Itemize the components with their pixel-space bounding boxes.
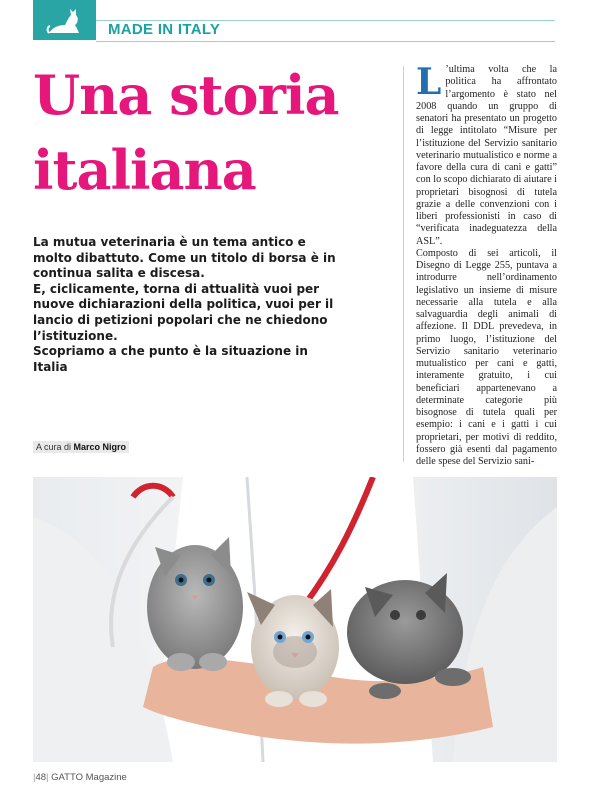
- article-title-line1: Una storia: [33, 63, 339, 127]
- magazine-name: GATTO Magazine: [51, 772, 127, 783]
- credit-author: Marco Nigro: [73, 442, 127, 452]
- drop-cap: L: [416, 61, 442, 103]
- section-logo: [33, 0, 96, 40]
- standfirst: [33, 235, 338, 375]
- body-paragraph-2: Composto di sei articoli, il Disegno di Legge 255, puntava a introdurre nell’ordinamento legislativo un insieme di misure necessarie alla tutela e alla salvaguardia degli animali di affezione. Il DDL prevedeva, in primo luogo, l’istituzione del Servizio sanitario veterinario mutualistico per cani e gatti, interamente gratuito, i cui beneficiari appartenevano a determinate categorie più bisognose di tutela quali per esempio: i cani e i gatti i cui proprietari, per motivi di reddito, fossero già esenti dal pagamento delle spese del Servizio sani-: [416, 247, 557, 467]
- header-rule-bottom: [96, 41, 555, 42]
- body-paragraph-1-text: ’ultima volta che la politica ha affrontato l’argomento è stato nel 2008 quando un gruppo di senatori ha presentato un progetto di legge intitolato “Misure per l’istituzione del Servizio sanitario veterinario mutualistico e norme a favore della cura di cani e gatti” con lo scopo dichiarato di aiutare i proprietari bisognosi di tutela grazie a delle convenzioni con i liberi professionisti in caso di “verificata inadeguatezza della ASL”.: [416, 64, 557, 247]
- standfirst-sentence-1: La mutua veterinaria è un tema antico e molto dibattuto. Come un titolo di borsa è in continua salita e discesa.: [33, 235, 336, 281]
- page-number: 48: [35, 772, 47, 783]
- kittens-vet-illustration: [33, 477, 557, 762]
- column-divider: [403, 66, 404, 462]
- body-paragraph-1: [416, 61, 557, 248]
- body-text-column: [416, 61, 557, 468]
- article-title-line2: italiana: [33, 138, 256, 202]
- page-footer: |48| GATTO Magazine: [33, 772, 127, 783]
- cat-silhouette-icon: [45, 5, 87, 37]
- section-header: [0, 0, 589, 48]
- kittens-photo: [33, 477, 557, 762]
- standfirst-sentence-3: Scopriamo a che punto è la situazione in Italia: [33, 344, 308, 374]
- credit-prefix: A cura di: [36, 442, 72, 452]
- section-title: MADE IN ITALY: [108, 21, 221, 38]
- author-credit: [33, 441, 129, 453]
- standfirst-sentence-2: E, ciclicamente, torna di attualità vuoi per nuove dichiarazioni della politica, vuoi per il lancio di petizioni popolari che ne chiedono l’istituzione.: [33, 281, 334, 343]
- article-title: [33, 58, 363, 208]
